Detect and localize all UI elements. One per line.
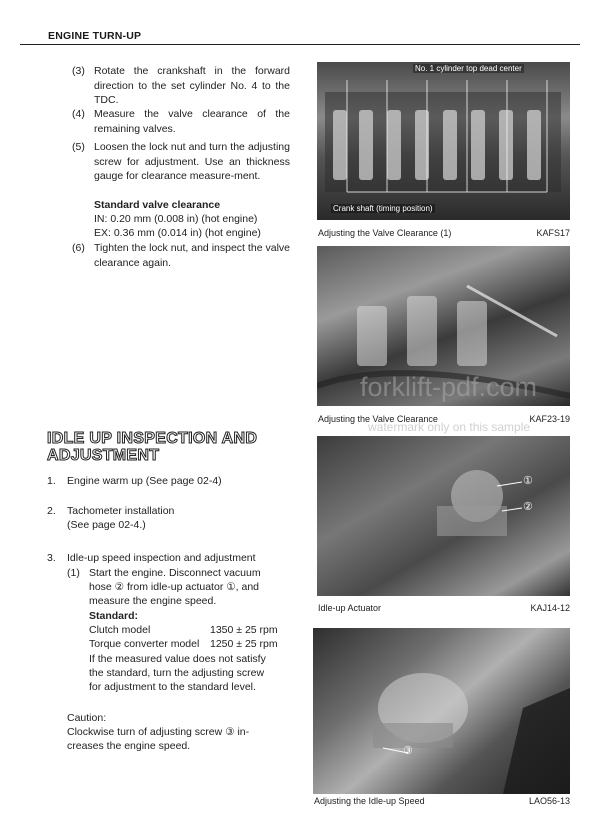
section-title-line2: ADJUSTMENT	[47, 447, 160, 464]
step-text: Tighten the lock nut, and inspect the valve clearance again.	[94, 242, 290, 269]
step-number: (3)	[72, 65, 85, 77]
item-text: Idle-up speed inspection and adjustment	[67, 552, 256, 564]
item-text: (See page 02-4.)	[67, 519, 146, 531]
figure-caption: Adjusting the Valve Clearance (1)	[318, 228, 452, 238]
item-text: Engine warm up (See page 02-4)	[67, 475, 222, 487]
header-rule	[20, 44, 580, 45]
step-text: Rotate the crankshaft in the forward direction to the set cylinder No. 4 to the TDC.	[94, 65, 290, 106]
page-header: ENGINE TURN-UP	[48, 30, 142, 42]
watermark-large: forklift-pdf.com	[360, 372, 538, 402]
step-text: Loosen the lock nut and turn the adjusting screw for adjustment. Use an thickness gauge for clearance measure-ment.	[94, 141, 290, 182]
sub-step-line: hose ② from idle-up actuator ①, and	[89, 581, 259, 593]
figure-code: KAF23-19	[529, 414, 570, 424]
step-text: Measure the valve clearance of the remaining valves.	[94, 108, 290, 135]
note-line: for adjustment to the standard level.	[89, 681, 256, 693]
valve-spec-title: Standard valve clearance	[94, 199, 221, 211]
caution-title: Caution:	[67, 712, 107, 724]
adjusting-drawing	[313, 628, 570, 794]
valve-spec-ex: EX: 0.36 mm (0.014 in) (hot engine)	[94, 227, 261, 239]
figure-caption: Adjusting the Valve Clearance	[318, 414, 438, 424]
watermark-small: watermark only on this sample	[368, 420, 531, 434]
valve-spec-in: IN: 0.20 mm (0.008 in) (hot engine)	[94, 213, 258, 225]
section-title-line1: IDLE UP INSPECTION AND	[47, 430, 258, 447]
item-number: 3.	[47, 552, 56, 564]
figure-caption: Adjusting the Idle-up Speed	[314, 796, 425, 806]
step-number: (4)	[72, 108, 85, 120]
sub-step-line: Start the engine. Disconnect vacuum	[89, 567, 261, 579]
sub-step-number: (1)	[67, 567, 80, 579]
callout-2-icon: ②	[523, 501, 533, 513]
clutch-model-label: Clutch model	[89, 624, 151, 636]
callout-1-icon: ①	[523, 475, 533, 487]
torque-model-value: 1250 ± 25 rpm	[210, 638, 278, 650]
overlay-label-top: No. 1 cylinder top dead center	[415, 64, 522, 73]
actuator-drawing	[317, 436, 570, 596]
valve-clearance-photo-1	[317, 62, 570, 220]
step-number: (6)	[72, 242, 85, 254]
item-text: Tachometer installation	[67, 505, 175, 517]
idle-up-actuator-photo	[317, 436, 570, 596]
figure-code: LAO56-13	[528, 796, 570, 806]
sub-step-line: measure the engine speed.	[89, 595, 217, 607]
callout-3-icon: ③	[403, 745, 413, 757]
idle-up-speed-photo	[313, 628, 570, 794]
note-line: the standard, turn the adjusting screw	[89, 667, 265, 679]
clutch-model-value: 1350 ± 25 rpm	[210, 624, 278, 636]
overlay-label-bottom: Crank shaft (timing position)	[333, 204, 433, 213]
caution-line: Clockwise turn of adjusting screw ③ in-	[67, 726, 250, 738]
torque-model-label: Torque converter model	[89, 638, 200, 650]
figure-code: KAJ14-12	[530, 603, 570, 613]
item-number: 1.	[47, 475, 56, 487]
section-title	[47, 430, 257, 464]
step-number: (5)	[72, 141, 85, 153]
figure-code: KAFS17	[536, 228, 570, 238]
note-line: If the measured value does not satisfy	[89, 653, 266, 665]
valve-cover-drawing	[317, 62, 570, 220]
figure-caption: Idle-up Actuator	[318, 603, 382, 613]
item-number: 2.	[47, 505, 56, 517]
caution-line: creases the engine speed.	[67, 740, 191, 752]
standard-label: Standard:	[89, 610, 139, 622]
